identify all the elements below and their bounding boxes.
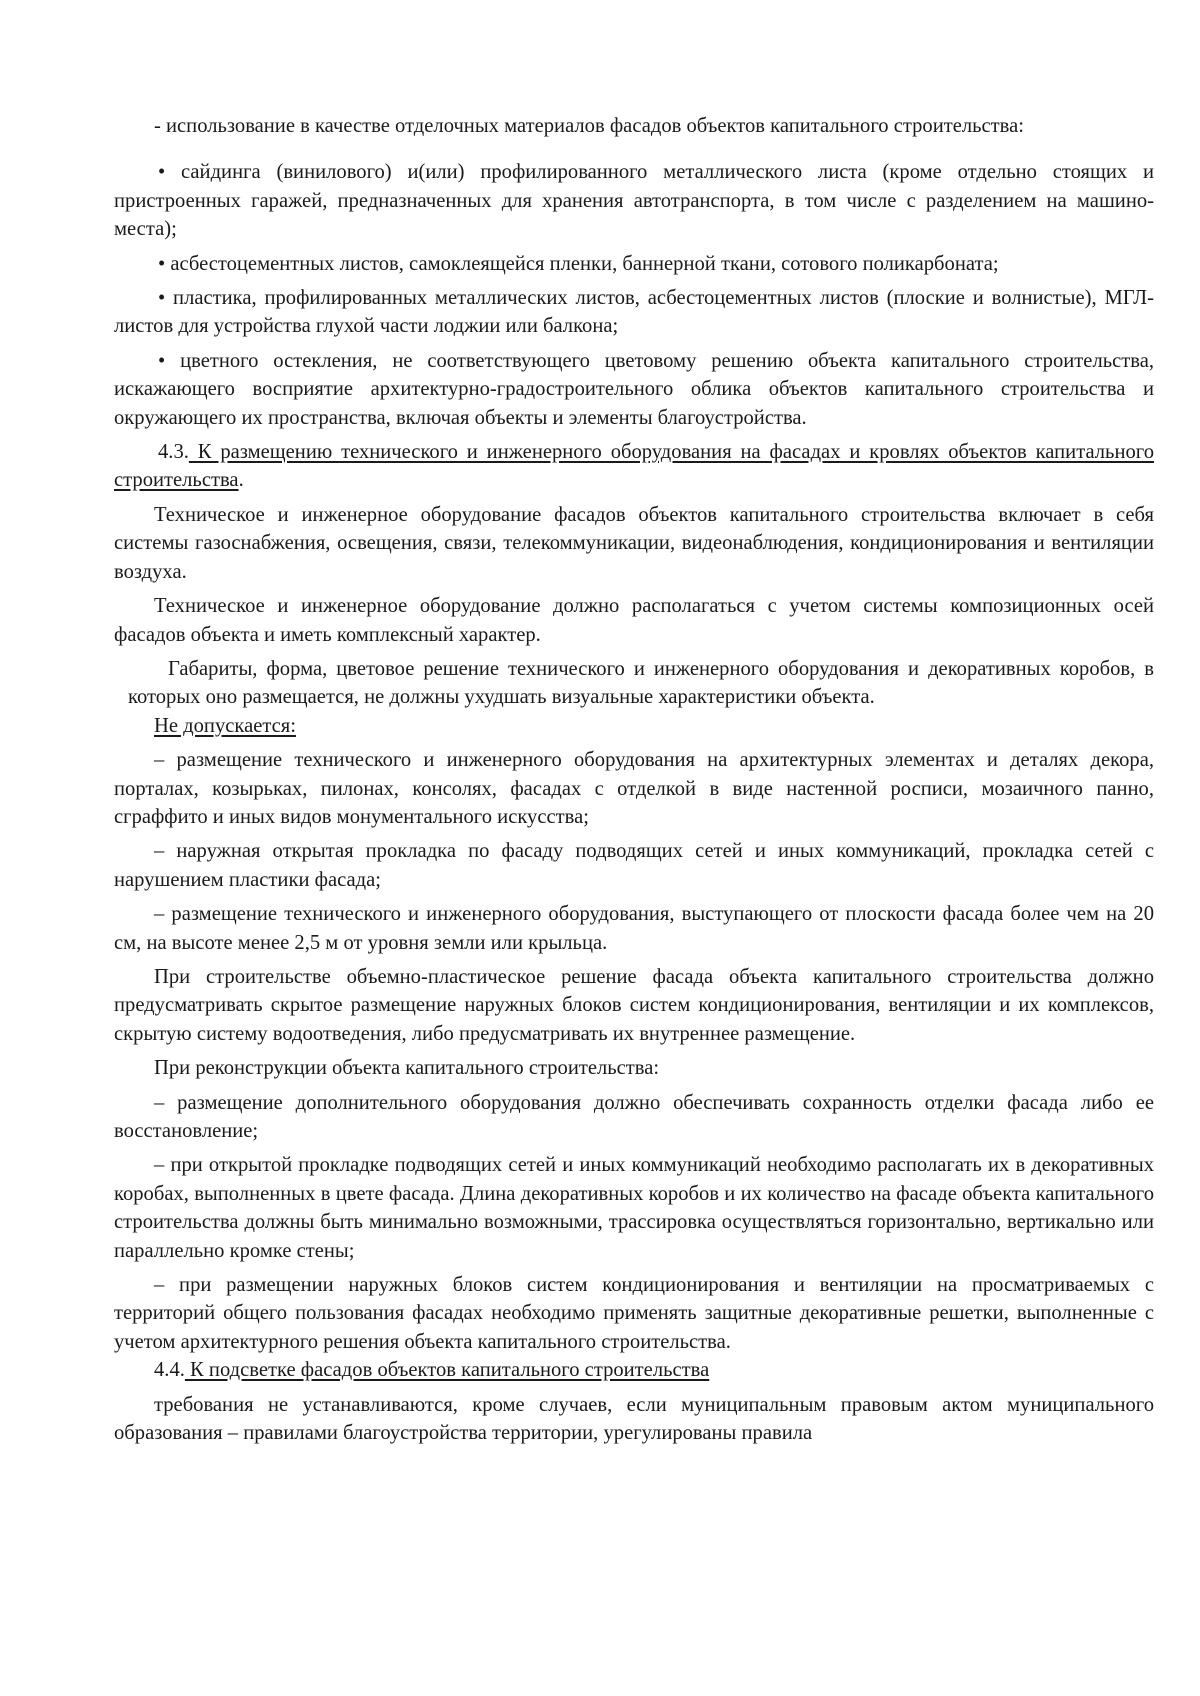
section-title-4-4: К подсветке фасадов объектов капитального строительства — [184, 1359, 710, 1382]
section-title-end-4-3: . — [238, 469, 244, 492]
paragraph-intro: - использование в качестве отделочных материалов фасадов объектов капитального строительства: — [154, 115, 1024, 137]
dash-item-architectural: – размещение технического и инженерного оборудования на архитектурных элементах и деталях декора, порталах, козырьках, пилонах, консолях, фасадах с отделкой в виде настенной росписи, мозаичного панно, сграффито и иных видов монументального искусства; — [114, 749, 1154, 828]
section-number-4-4: 4.4. — [154, 1359, 185, 1382]
dash-item-decorative-boxes: – при открытой прокладке подводящих сетей и иных коммуникаций необходимо располагать их в декоративных коробах, выполненных в цвете фасада. Длина декоративных коробов и их количество на фасаде объекта капитального строительства должны быть минимально возможными, трассировка осуществляться горизонтально, вертикально или параллельно кромке стены; — [114, 1154, 1154, 1262]
dash-item-additional-equipment: – размещение дополнительного оборудования должно обеспечивать сохранность отделки фасада либо ее восстановление; — [114, 1091, 1154, 1142]
dash-item-protective-grilles: – при размещении наружных блоков систем кондиционирования и вентиляции на просматриваемых с территорий общего пользования фасадах необходимо применять защитные декоративные решетки, выполненные с учетом архитектурного решения объекта капитального строительства. — [114, 1274, 1154, 1353]
paragraph-lighting-requirements: требования не устанавливаются, кроме случаев, если муниципальным правовым актом муниципального образования – правилами благоустройства территории, урегулированы правила — [114, 1393, 1154, 1445]
bullet-asbestos: • асбестоцементных листов, самоклеящейся пленки, баннерной ткани, сотового поликарбоната; — [158, 252, 999, 275]
dash-item-protruding: – размещение технического и инженерного оборудования, выступающего от плоскости фасада более чем на 20 см, на высоте менее 2,5 м от уровня земли или крыльца. — [114, 903, 1154, 954]
paragraph-dimensions: Габариты, форма, цветовое решение технического и инженерного оборудования и декоративных коробов, в которых оно размещается, не должны ухудшать визуальные характеристики объекта. — [128, 657, 1154, 709]
bullet-plastic: • пластика, профилированных металлических листов, асбестоцементных листов (плоские и волнистые), МГЛ-листов для устройства глухой части лоджии или балкона; — [114, 287, 1154, 338]
paragraph-equipment-placement: Техническое и инженерное оборудование должно располагаться с учетом системы композиционных осей фасадов объекта и иметь комплексный характер. — [114, 595, 1154, 646]
section-title-4-3: К размещению технического и инженерного оборудования на фасадах и кровлях объектов капитального строительства — [114, 441, 1154, 492]
bullet-siding: • сайдинга (винилового) и(или) профилированного металлического листа (кроме отдельно стоящих и пристроенных гаражей, предназначенных для хранения автотранспорта, в том числе с разделением на машино-места); — [114, 161, 1154, 241]
paragraph-not-allowed — [114, 712, 1154, 740]
not-allowed-label: Не допускается: — [154, 714, 296, 737]
dash-item-open-laying: – наружная открытая прокладка по фасаду подводящих сетей и иных коммуникаций, прокладка сетей с нарушением пластики фасада; — [114, 840, 1154, 891]
bullet-colored-glazing: • цветного остекления, не соответствующего цветовому решению объекта капитального строительства, искажающего восприятие архитектурно-градостроительного облика объектов капитального строительства и окружающего их пространства, включая объекты и элементы благоустройства. — [114, 349, 1154, 429]
section-heading-4-3 — [114, 438, 1154, 495]
section-number-4-3: 4.3. — [158, 441, 189, 464]
paragraph-construction: При строительстве объемно-пластическое решение фасада объекта капитального строительства должно предусматривать скрытое размещение наружных блоков систем кондиционирования, вентиляции и их комплексов, скрытую систему водоотведения, либо предусматривать их внутреннее размещение. — [114, 965, 1154, 1045]
paragraph-reconstruction: При реконструкции объекта капитального строительства: — [154, 1057, 660, 1080]
paragraph-equipment-includes: Техническое и инженерное оборудование фасадов объектов капитального строительства включает в себя системы газоснабжения, освещения, связи, телекоммуникации, видеонаблюдения, кондиционирования и вентиляции воздуха. — [114, 503, 1154, 583]
section-heading-4-4 — [114, 1356, 1154, 1384]
